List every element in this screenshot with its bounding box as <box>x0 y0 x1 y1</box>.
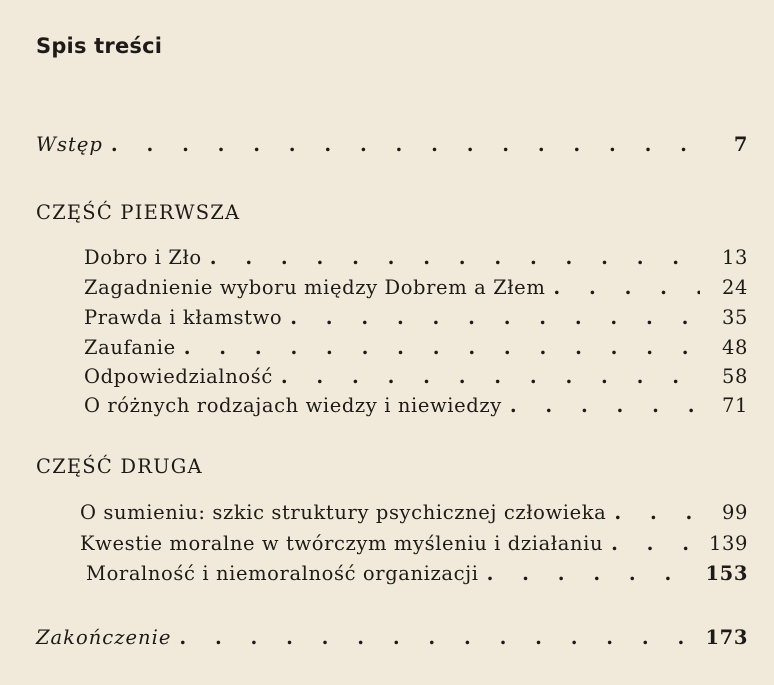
toc-entry-conclusion <box>36 626 748 652</box>
entry-page: 35 <box>721 306 748 329</box>
toc-heading: Spis treści <box>36 34 163 58</box>
toc-entry <box>84 276 748 302</box>
dot-leader <box>179 626 697 649</box>
toc-entry <box>80 501 748 527</box>
toc-entry <box>84 394 748 420</box>
entry-page: 7 <box>733 133 748 156</box>
dot-leader <box>184 336 700 359</box>
entry-title: Wstęp <box>36 133 103 156</box>
dot-leader <box>210 246 700 269</box>
entry-page: 173 <box>705 626 748 649</box>
part-one-title: CZĘŚĆ PIERWSZA <box>36 201 241 224</box>
entry-page: 13 <box>721 246 748 269</box>
entry-page: 153 <box>705 562 748 585</box>
dot-leader <box>611 532 700 555</box>
toc-entry <box>84 306 748 332</box>
entry-title: Zakończenie <box>36 626 172 649</box>
entry-page: 139 <box>708 532 748 555</box>
dot-leader <box>281 365 700 388</box>
dot-leader <box>290 306 700 329</box>
entry-title: Kwestie moralne w twórczym myśleniu i działaniu <box>80 532 604 555</box>
dot-leader <box>510 394 700 417</box>
entry-title: Moralność i niemoralność organizacji <box>86 562 479 585</box>
entry-title: Zaufanie <box>84 336 176 359</box>
entry-title: Dobro i Zło <box>84 246 202 269</box>
toc-entry-intro <box>36 133 748 159</box>
toc-entry <box>84 365 748 391</box>
entry-page: 48 <box>721 336 748 359</box>
entry-title: O sumieniu: szkic struktury psychicznej człowieka <box>80 501 607 524</box>
entry-title: Zagadnienie wyboru między Dobrem a Złem <box>84 276 546 299</box>
entry-title: Odpowiedzialność <box>84 365 273 388</box>
entry-page: 58 <box>721 365 748 388</box>
dot-leader <box>487 562 698 585</box>
part-two-title: CZĘŚĆ DRUGA <box>36 455 203 478</box>
entry-page: 99 <box>721 501 748 524</box>
dot-leader <box>614 501 700 524</box>
dot-leader <box>553 276 700 299</box>
entry-page: 71 <box>721 394 748 417</box>
toc-entry <box>84 336 748 362</box>
entry-title: Prawda i kłamstwo <box>84 306 283 329</box>
toc-entry <box>84 246 748 272</box>
toc-entry <box>80 532 748 558</box>
entry-title: O różnych rodzajach wiedzy i niewiedzy <box>84 394 502 417</box>
dot-leader <box>111 133 700 156</box>
entry-page: 24 <box>721 276 748 299</box>
toc-entry <box>86 562 748 588</box>
